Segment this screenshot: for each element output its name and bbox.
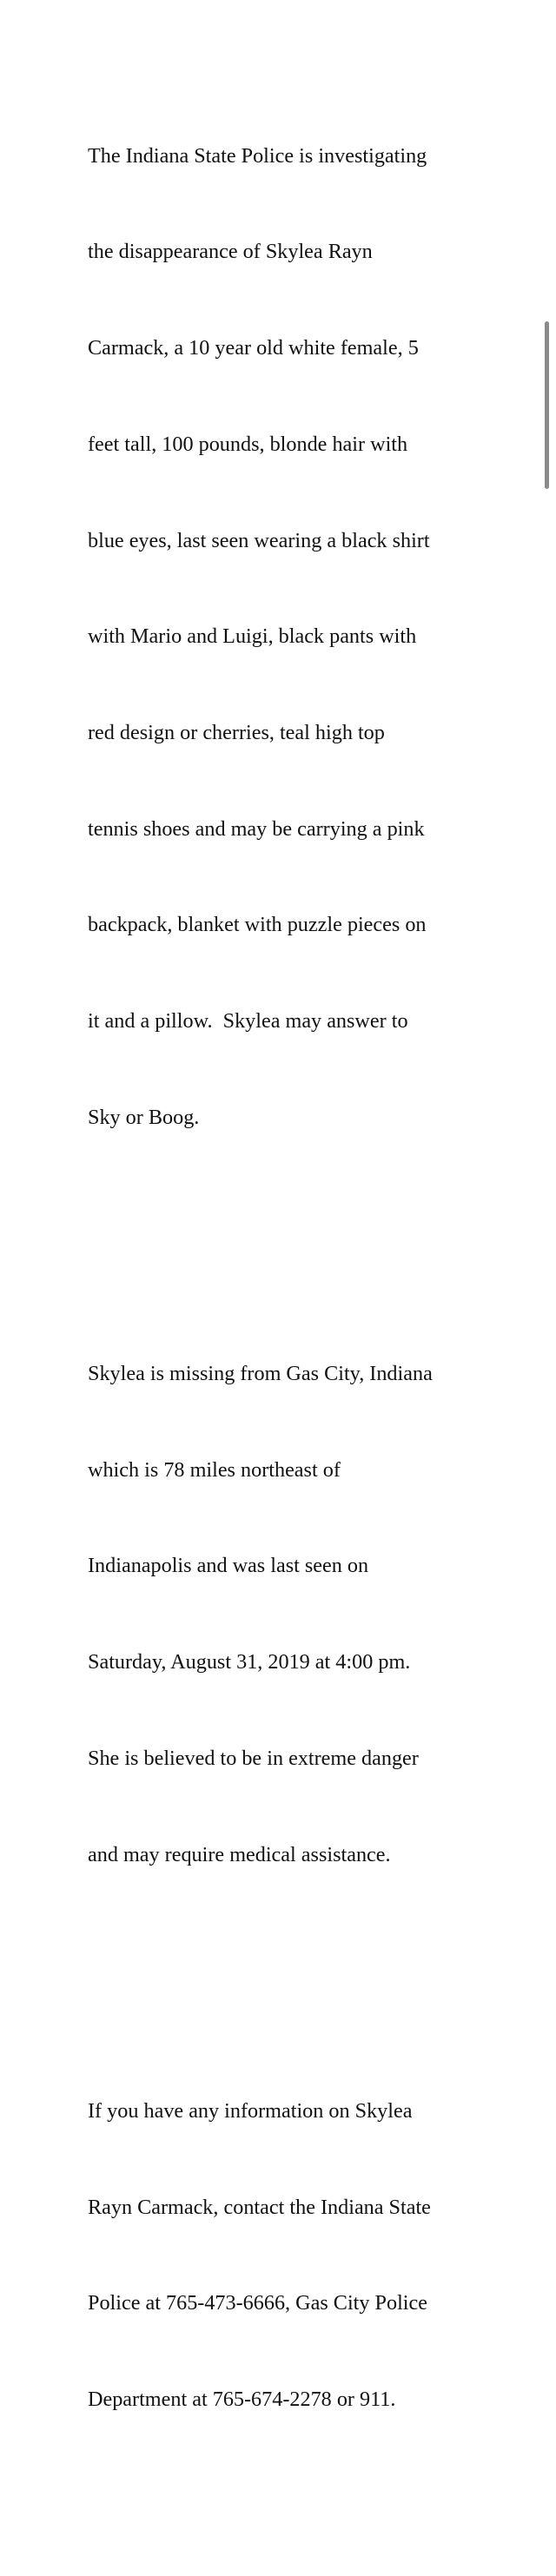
text-line: Indianapolis and was last seen on xyxy=(88,1554,369,1578)
paragraph-location xyxy=(88,1294,539,1935)
text-line: She is believed to be in extreme danger xyxy=(88,1746,419,1770)
text-line: Saturday, August 31, 2019 at 4:00 pm. xyxy=(88,1650,411,1674)
text-line: blue eyes, last seen wearing a black shirt xyxy=(88,528,430,552)
text-line: with Mario and Luigi, black pants with xyxy=(88,624,417,649)
text-line: Carmack, a 10 year old white female, 5 xyxy=(88,336,419,360)
text-line: the disappearance of Skylea Rayn xyxy=(88,240,373,264)
text-line: and may require medical assistance. xyxy=(88,1842,391,1866)
paragraph-description xyxy=(88,76,539,1199)
text-line: If you have any information on Skylea xyxy=(88,2098,413,2123)
text-line: Skylea is missing from Gas City, Indiana xyxy=(88,1362,433,1386)
text-line: Department at 765-674-2278 or 911. xyxy=(88,2388,396,2412)
paragraph-contact xyxy=(88,2031,539,2480)
text-line: backpack, blanket with puzzle pieces on xyxy=(88,913,427,937)
text-line: Rayn Carmack, contact the Indiana State xyxy=(88,2195,431,2219)
text-line: Sky or Boog. xyxy=(88,1105,200,1129)
text-line: tennis shoes and may be carrying a pink xyxy=(88,816,425,841)
text-line: which is 78 miles northeast of xyxy=(88,1457,341,1482)
text-line: it and a pillow. Skylea may answer to xyxy=(88,1009,408,1034)
text-line: The Indiana State Police is investigating xyxy=(88,143,427,168)
text-line: feet tall, 100 pounds, blonde hair with xyxy=(88,432,408,456)
text-line: Police at 765-473-6666, Gas City Police xyxy=(88,2291,427,2315)
document-body xyxy=(88,12,539,2576)
text-line: red design or cherries, teal high top xyxy=(88,720,385,744)
scrollbar-thumb[interactable] xyxy=(545,321,549,489)
